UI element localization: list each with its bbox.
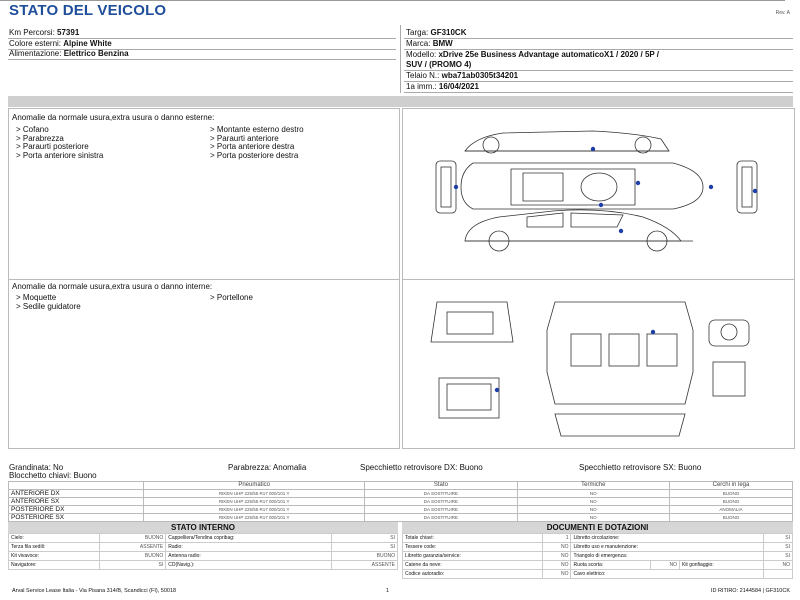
tyres-table bbox=[8, 481, 793, 522]
table-row: Cielo: BUONO Cappelliera/Tendina copribag: SI bbox=[9, 534, 398, 543]
model-row-2: SUV / (PROMO 4) bbox=[406, 60, 472, 69]
internal-damage-list-2 bbox=[210, 294, 253, 303]
color-value: Alpine White bbox=[63, 39, 112, 48]
column-header: Termiche bbox=[517, 482, 669, 490]
car-interior-diagram bbox=[403, 280, 794, 448]
table-row: ANTERIORE SX RIKEN UHP 225/55 R17 000/101 Y DA SOSTITUIRE NO BUONO bbox=[9, 498, 793, 506]
color-row: Colore esterni: Alpine White bbox=[9, 39, 112, 48]
column-header: Stato bbox=[365, 482, 517, 490]
hail-status: Grandinata: No bbox=[9, 463, 64, 472]
table-row: POSTERIORE DX RIKEN UHP 225/55 R17 000/101 Y DA SOSTITUIRE NO ANOMALIA bbox=[9, 506, 793, 514]
list-item: > Porta anteriore destra bbox=[210, 142, 295, 151]
documents-section bbox=[402, 522, 793, 579]
damage-marker bbox=[753, 189, 757, 193]
damage-markers-exterior bbox=[454, 147, 757, 233]
plate-value: GF310CK bbox=[430, 28, 467, 37]
column-header: Cerchi in lega bbox=[669, 482, 792, 490]
external-diagram-panel bbox=[402, 108, 795, 280]
model-row: Modello: xDrive 25e Business Advantage automaticoX1 / 2020 / 5P / bbox=[406, 50, 660, 59]
registration-value: 16/04/2021 bbox=[438, 82, 479, 91]
list-item: > Cofano bbox=[16, 125, 49, 134]
external-damage-panel bbox=[8, 108, 400, 280]
table-header-row bbox=[9, 482, 793, 490]
internal-damage-panel bbox=[8, 279, 400, 449]
mirror-dx-status: Specchietto retrovisore DX: Buono bbox=[360, 463, 483, 472]
fuel-row: Alimentazione: Elettrico Benzina bbox=[9, 49, 129, 58]
documents-table bbox=[402, 533, 793, 579]
damage-marker bbox=[495, 388, 499, 392]
km-row: Km Percorsi: 57391 bbox=[9, 28, 80, 37]
revision-label: Rev. A bbox=[775, 10, 790, 16]
car-top-view bbox=[461, 163, 703, 209]
brand-value: BMW bbox=[432, 39, 453, 48]
list-item: > Porta posteriore destra bbox=[210, 150, 299, 160]
car-exterior-diagram bbox=[403, 109, 794, 279]
list-item: > Sedile guidatore bbox=[16, 301, 81, 311]
section-bar bbox=[8, 96, 793, 107]
car-side-view-bottom bbox=[465, 210, 693, 251]
internal-state-section bbox=[8, 522, 398, 570]
interior-dashboard-view bbox=[709, 320, 749, 396]
km-value: 57391 bbox=[57, 28, 80, 37]
table-row: Totale chiavi: 1 Libretto circolazione: SI bbox=[403, 534, 793, 543]
page-title: STATO DEL VEICOLO bbox=[9, 2, 167, 19]
title-divider bbox=[0, 0, 785, 1]
car-side-view-top bbox=[465, 131, 669, 153]
external-damage-list-1 bbox=[16, 126, 103, 160]
mirror-sx-status: Specchietto retrovisore SX: Buono bbox=[579, 463, 702, 472]
internal-damage-list-1 bbox=[16, 294, 81, 311]
registration-row: 1a imm.: 16/04/2021 bbox=[406, 82, 479, 91]
list-item: > Montante esterno destro bbox=[210, 125, 304, 134]
list-item: > Parabrezza bbox=[16, 133, 64, 143]
damage-marker bbox=[619, 229, 623, 233]
vin-row: Telaio N.: wba71ab0305t34201 bbox=[406, 71, 519, 80]
internal-diagram-panel bbox=[402, 279, 795, 449]
table-row: ANTERIORE DX RIKEN UHP 225/55 R17 000/101 Y DA SOSTITUIRE NO BUONO bbox=[9, 490, 793, 498]
section-title: DOCUMENTI E DOTAZIONI bbox=[402, 522, 793, 533]
list-item: > Portellone bbox=[210, 293, 253, 302]
damage-marker bbox=[599, 203, 603, 207]
brand-row: Marca: BMW bbox=[406, 39, 453, 48]
interior-top-view bbox=[547, 302, 693, 436]
list-item: > Moquette bbox=[16, 293, 57, 302]
table-row: Tessere code: NO Libretto uso e manutenzione: SI bbox=[403, 543, 793, 552]
table-row: Terza fila sedili: ASSENTE Radio: SI bbox=[9, 543, 398, 552]
external-damage-title: Anomalie da normale usura,extra usura o danno esterne: bbox=[12, 113, 215, 122]
car-rear-view bbox=[737, 161, 757, 213]
damage-marker bbox=[651, 330, 655, 334]
list-item: > Porta anteriore sinistra bbox=[16, 150, 104, 160]
footer-company: Arval Service Lease Italia - Via Pisana 314/B, Scandicci (FI), 50018 bbox=[12, 588, 177, 594]
interior-rear-view bbox=[431, 302, 513, 418]
vin-value: wba71ab0305t34201 bbox=[441, 71, 519, 80]
fuel-value: Elettrico Benzina bbox=[63, 49, 129, 58]
column-header: Pneumatico bbox=[144, 482, 365, 490]
table-row: Kit vivavoce: BUONO Antenna radio: BUONO bbox=[9, 552, 398, 561]
table-row: Navigatore: SI CD(Navig.): ASSENTE bbox=[9, 561, 398, 570]
external-damage-list-2 bbox=[210, 126, 304, 160]
car-front-view bbox=[436, 161, 456, 213]
damage-marker bbox=[709, 185, 713, 189]
footer-page-number: 1 bbox=[386, 588, 390, 594]
internal-damage-title: Anomalie da normale usura,extra usura o danno interne: bbox=[12, 282, 213, 291]
keylock-status: Blocchetto chiavi: Buono bbox=[9, 471, 97, 480]
damage-marker bbox=[591, 147, 595, 151]
damage-markers-interior bbox=[495, 330, 655, 392]
model-value: xDrive 25e Business Advantage automaticoX1 / 2020 / 5P / bbox=[438, 50, 660, 59]
damage-marker bbox=[636, 181, 640, 185]
internal-state-table bbox=[8, 533, 398, 570]
footer-reference: ID RITIRO: 2144584 | GF310CK bbox=[710, 588, 790, 594]
table-row: Codice autoradio: NO Cavo elettrico: bbox=[403, 570, 793, 579]
table-row: Libretto garanzia/service: NO Triangolo di emergenza: SI bbox=[403, 552, 793, 561]
plate-row: Targa: GF310CK bbox=[406, 28, 467, 37]
table-row: Catene da neve: NO Ruota scorta: NO Kit gonfiaggio: NO bbox=[403, 561, 793, 570]
list-item: > Paraurti posteriore bbox=[16, 142, 89, 151]
table-row: POSTERIORE SX RIKEN UHP 225/55 R17 000/101 Y DA SOSTITUIRE NO BUONO bbox=[9, 514, 793, 522]
list-item: > Paraurti anteriore bbox=[210, 133, 279, 143]
section-title: STATO INTERNO bbox=[8, 522, 398, 533]
damage-marker bbox=[454, 185, 458, 189]
windshield-status: Parabrezza: Anomalia bbox=[228, 463, 307, 472]
